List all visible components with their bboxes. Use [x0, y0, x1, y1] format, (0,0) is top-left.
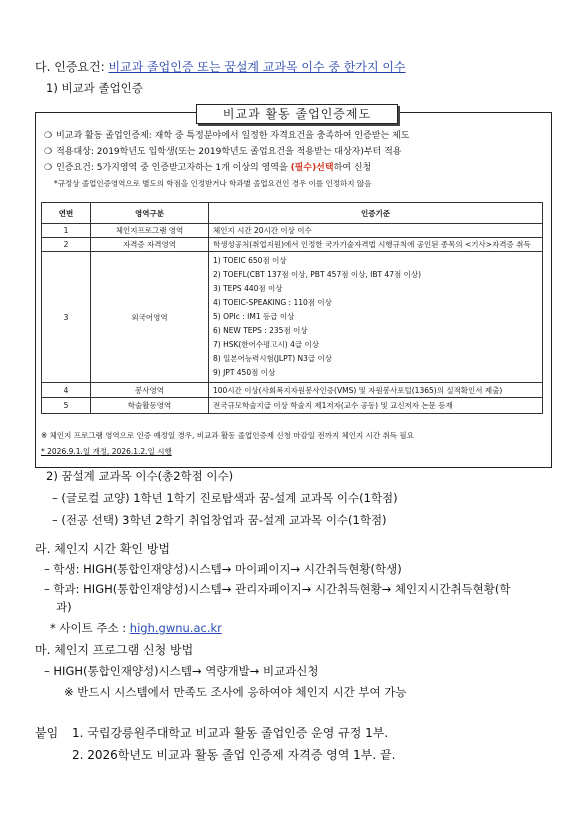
row-area: 학술활동영역: [91, 398, 209, 414]
requirements-table: [41, 202, 543, 414]
row-no: 4: [42, 383, 91, 398]
criteria-item: 1) TOEIC 650점 이상: [213, 256, 287, 265]
ra-item-department-cont: 과): [56, 600, 72, 614]
box-footnote-1: ※ 체인지 프로그램 영역으로 인증 예정일 경우, 비교과 활동 졸업인증제 신청 마감일 전까지 체인지 시간 취득 필요: [41, 431, 414, 440]
table-row: [42, 383, 543, 398]
circle-bullet-icon: ❍: [44, 147, 53, 157]
criteria-item: 5) OPIc : IM1 등급 이상: [213, 312, 295, 321]
box-bullet-3: [44, 160, 371, 173]
row-no: 1: [42, 224, 91, 238]
box-bullet-3-text: 인증요건: 5가지영역 중 인증받고자하는 1개 이상의 영역을: [56, 163, 291, 173]
box-bullet-3-suffix: 하여 신청: [333, 163, 372, 173]
table-row: [42, 224, 543, 238]
site-url-link[interactable]: high.gwnu.ac.kr: [129, 621, 222, 635]
table-row: [42, 238, 543, 252]
table-header-row: [42, 203, 543, 224]
row-area: 자격증 자격영역: [91, 238, 209, 252]
site-label: * 사이트 주소 :: [50, 621, 130, 635]
row-no: 2: [42, 238, 91, 252]
section-da-highlight: 비교과 졸업인증 또는 꿈설계 교과목 이수 중 한가지 이수: [108, 60, 406, 74]
table-row: [42, 252, 543, 383]
box-bullet-1: [44, 128, 409, 141]
section-ra-heading: 라. 체인지 시간 확인 방법: [35, 542, 170, 556]
row-criteria: 100시간 이상(사회복지자원봉사인증(VMS) 및 자원봉사포털(1365)의 실적확인서 제출): [209, 383, 543, 398]
criteria-item: 3) TEPS 440점 이상: [213, 284, 283, 293]
subsection-1-heading: 1) 비교과 졸업인증: [46, 81, 143, 95]
required-select-highlight: (필수)선택: [290, 163, 334, 173]
section-da-heading: [35, 58, 406, 75]
box-footnote-2: * 2026.9.1.일 개정, 2026.1.2.일 시행: [41, 447, 172, 456]
box-bullet-2-text: 적용대상: 2019학년도 입학생(또는 2019학년도 졸업요건을 적용받는 대상자)부터 적용: [56, 147, 402, 157]
subsection-2-heading: 2) 꿈설계 교과목 이수(총2학점 이수): [46, 469, 234, 483]
attachment-label: 붙임: [35, 726, 59, 740]
table-row: [42, 398, 543, 414]
row-criteria: 체인지 시간 20시간 이상 이수: [209, 224, 543, 238]
box-bullet-2: [44, 144, 401, 157]
ma-item-note: ※ 반드시 시스템에서 만족도 조사에 응하여야 체인지 시간 부여 가능: [64, 685, 407, 699]
criteria-item: 6) NEW TEPS : 235점 이상: [213, 326, 308, 335]
criteria-item: 4) TOEIC-SPEAKING : 110점 이상: [213, 298, 332, 307]
section-da-prefix: 다. 인증요건:: [35, 60, 109, 74]
box-bullet-1-text: 비교과 활동 졸업인증제: 재학 중 특정분야에서 일정한 자격요건을 충족하여 인증받는 제도: [56, 131, 410, 141]
header-criteria: 인증기준: [209, 203, 543, 224]
site-address: [50, 620, 222, 636]
circle-bullet-icon: ❍: [44, 131, 53, 141]
row-no: 3: [42, 252, 91, 383]
criteria-item: 9) JPT 450점 이상: [213, 368, 276, 377]
row-area: 외국어영역: [91, 252, 209, 383]
ra-item-student: – 학생: HIGH(통합인재양성)시스템→ 마이페이지→ 시간취득현황(학생): [44, 562, 402, 576]
attachment-item-1: 1. 국립강릉원주대학교 비교과 활동 졸업인증 운영 규정 1부.: [72, 726, 389, 740]
row-criteria: 전국규모학술지급 이상 학술지 제1저자(교수 공동) 및 교신저자 논문 등재: [209, 398, 543, 414]
box-title: 비교과 활동 졸업인증제도: [196, 104, 398, 124]
section-ma-heading: 마. 체인지 프로그램 신청 방법: [35, 643, 194, 657]
criteria-item: 8) 일본어능력시험(JLPT) N3급 이상: [213, 354, 333, 363]
criteria-item: 7) HSK(한어수평고시) 4급 이상: [213, 340, 319, 349]
header-no: 연번: [42, 203, 91, 224]
ra-item-department: – 학과: HIGH(통합인재양성)시스템→ 관리자페이지→ 시간취득현황→ 체인지시간취득현황(학: [44, 582, 511, 596]
attachment-item-2: 2. 2026학년도 비교과 활동 졸업 인증제 자격증 영역 1부. 끝.: [72, 748, 396, 762]
row-criteria: 학생성공처(취업지원)에서 인정한 국가기술자격법 시행규칙에 공인된 종목의 <기사>자격증 취득: [209, 238, 543, 252]
row-criteria-list: [209, 252, 543, 383]
box-note: *규정상 졸업인증영역으로 별도의 학점을 인정받거나 학과별 졸업요건인 경우 이를 인정하지 않음: [54, 179, 372, 188]
row-area: 봉사영역: [91, 383, 209, 398]
header-area: 영역구분: [91, 203, 209, 224]
criteria-item: 2) TOEFL(CBT 137점 이상, PBT 457점 이상, IBT 47점 이상): [213, 270, 422, 279]
ma-item-1: – HIGH(통합인재양성)시스템→ 역량개발→ 비교과신청: [44, 664, 319, 678]
subsection-2-item-1: – (글로컬 교양) 1학년 1학기 진로탐색과 꿈-설계 교과목 이수(1학점): [52, 491, 398, 505]
subsection-2-item-2: – (전공 선택) 3학년 2학기 취업창업과 꿈-설계 교과목 이수(1학점): [52, 513, 387, 527]
row-no: 5: [42, 398, 91, 414]
row-area: 체인지프로그램 영역: [91, 224, 209, 238]
circle-bullet-icon: ❍: [44, 163, 53, 173]
